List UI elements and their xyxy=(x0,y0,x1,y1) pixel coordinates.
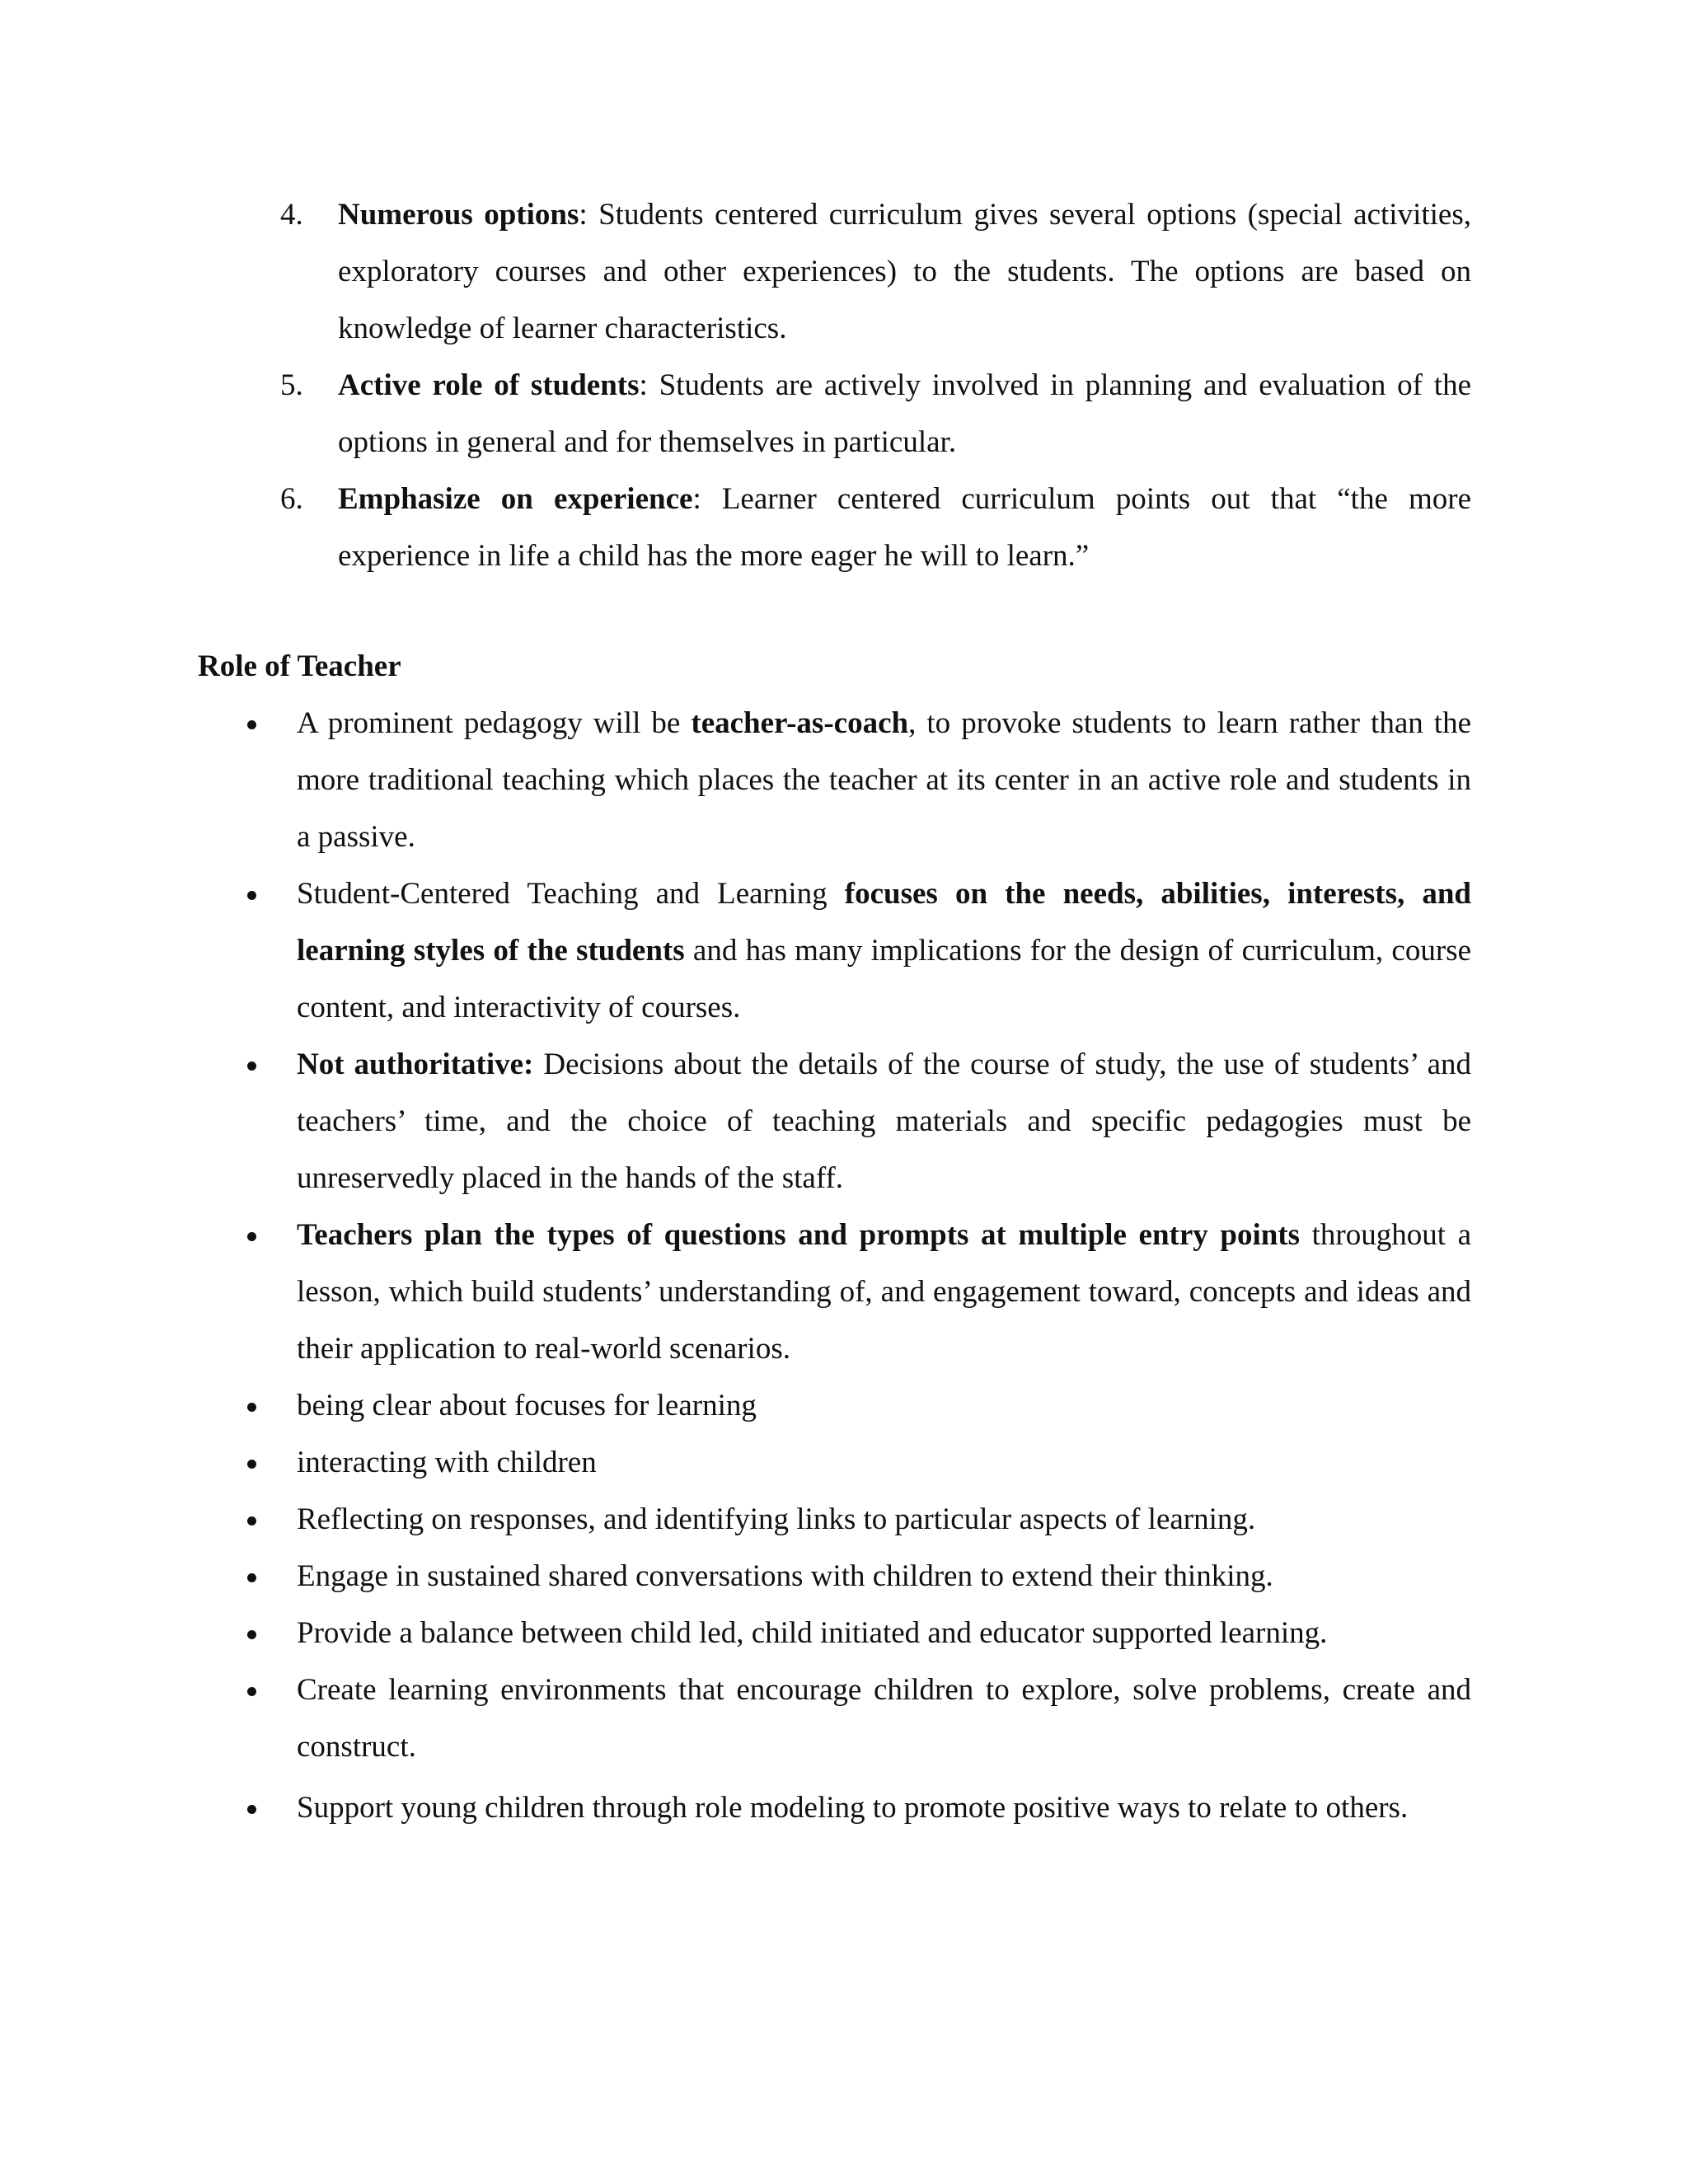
list-item xyxy=(239,695,1471,865)
item-text: Engage in sustained shared conversations with children to extend their thinking. xyxy=(297,1559,1273,1593)
list-number: 4. xyxy=(280,198,303,232)
bullet-icon xyxy=(247,1573,256,1582)
item-text: Provide a balance between child led, child initiated and educator supported learning. xyxy=(297,1616,1328,1650)
item-text: Student-Centered Teaching and Learning xyxy=(297,877,845,911)
bullet-icon xyxy=(247,1232,256,1241)
list-item xyxy=(239,1434,1471,1491)
list-item xyxy=(239,1548,1471,1605)
bullet-icon xyxy=(247,1516,256,1526)
list-item xyxy=(239,1207,1471,1377)
numbered-list xyxy=(280,186,1471,584)
item-text: A prominent pedagogy will be xyxy=(297,706,692,740)
bullet-icon xyxy=(247,1630,256,1639)
item-text: throughout a lesson, which build students’ understanding of, and engagement toward, concepts and ideas and their application to real-world scenarios. xyxy=(297,1218,1472,1366)
bullet-icon xyxy=(247,1403,256,1412)
item-text: : Students are actively involved in planning and evaluation of the options in general and for themselves in particular. xyxy=(338,368,1471,459)
bullet-list xyxy=(239,695,1471,1833)
section-heading: Role of Teacher xyxy=(198,649,401,683)
item-bold-text: Teachers plan the types of questions and prompts at multiple entry points xyxy=(297,1218,1301,1252)
bullet-icon xyxy=(247,1460,256,1469)
list-number: 6. xyxy=(280,482,303,516)
bullet-icon xyxy=(247,1805,256,1814)
list-item xyxy=(239,1661,1471,1775)
list-item xyxy=(239,1605,1471,1661)
list-item xyxy=(239,1036,1471,1207)
item-text: , to provoke students to learn rather than the more traditional teaching which places the teacher at its center in an active role and students in a passive. xyxy=(297,706,1471,854)
item-text: being clear about focuses for learning xyxy=(297,1389,757,1422)
item-text: Decisions about the details of the course of study, the use of students’ and teachers’ time, and the choice of teaching materials and specific pedagogies must be unreservedly placed in the hands of the staff. xyxy=(297,1047,1472,1195)
list-item xyxy=(239,1377,1471,1434)
list-item xyxy=(280,471,1471,584)
item-bold-text: Not authoritative: xyxy=(297,1047,534,1081)
bullet-icon xyxy=(247,1687,256,1696)
item-text: Create learning environments that encourage children to explore, solve problems, create and construct. xyxy=(297,1673,1471,1764)
item-bold-text: teacher-as-coach xyxy=(691,706,909,740)
list-item xyxy=(239,1491,1471,1548)
item-text: Support young children through role modeling to promote positive ways to relate to others. xyxy=(297,1791,1409,1825)
item-text: interacting with children xyxy=(297,1446,597,1479)
item-text: and has many implications for the design of curriculum, course content, and interactivity of courses. xyxy=(297,934,1472,1024)
list-item xyxy=(280,186,1471,357)
item-title: Active role of students xyxy=(338,368,640,402)
list-item xyxy=(280,357,1471,471)
list-item xyxy=(239,865,1471,1036)
item-bold-text: focuses on the needs, abilities, interests, and learning styles of the students xyxy=(297,877,1471,968)
bullet-icon xyxy=(247,720,256,729)
bullet-icon xyxy=(247,1062,256,1071)
item-text: Reflecting on responses, and identifying links to particular aspects of learning. xyxy=(297,1502,1256,1536)
item-text: : Students centered curriculum gives several options (special activities, exploratory courses and other experiences) to the students. The options are based on knowledge of learner characteristics. xyxy=(338,198,1471,345)
list-item xyxy=(239,1783,1471,1833)
item-title: Numerous options xyxy=(338,198,579,232)
list-number: 5. xyxy=(280,368,303,402)
bullet-icon xyxy=(247,891,256,900)
item-text: : Learner centered curriculum points out that “the more experience in life a child has the more eager he will to learn.” xyxy=(338,482,1472,573)
item-title: Emphasize on experience xyxy=(338,482,693,516)
